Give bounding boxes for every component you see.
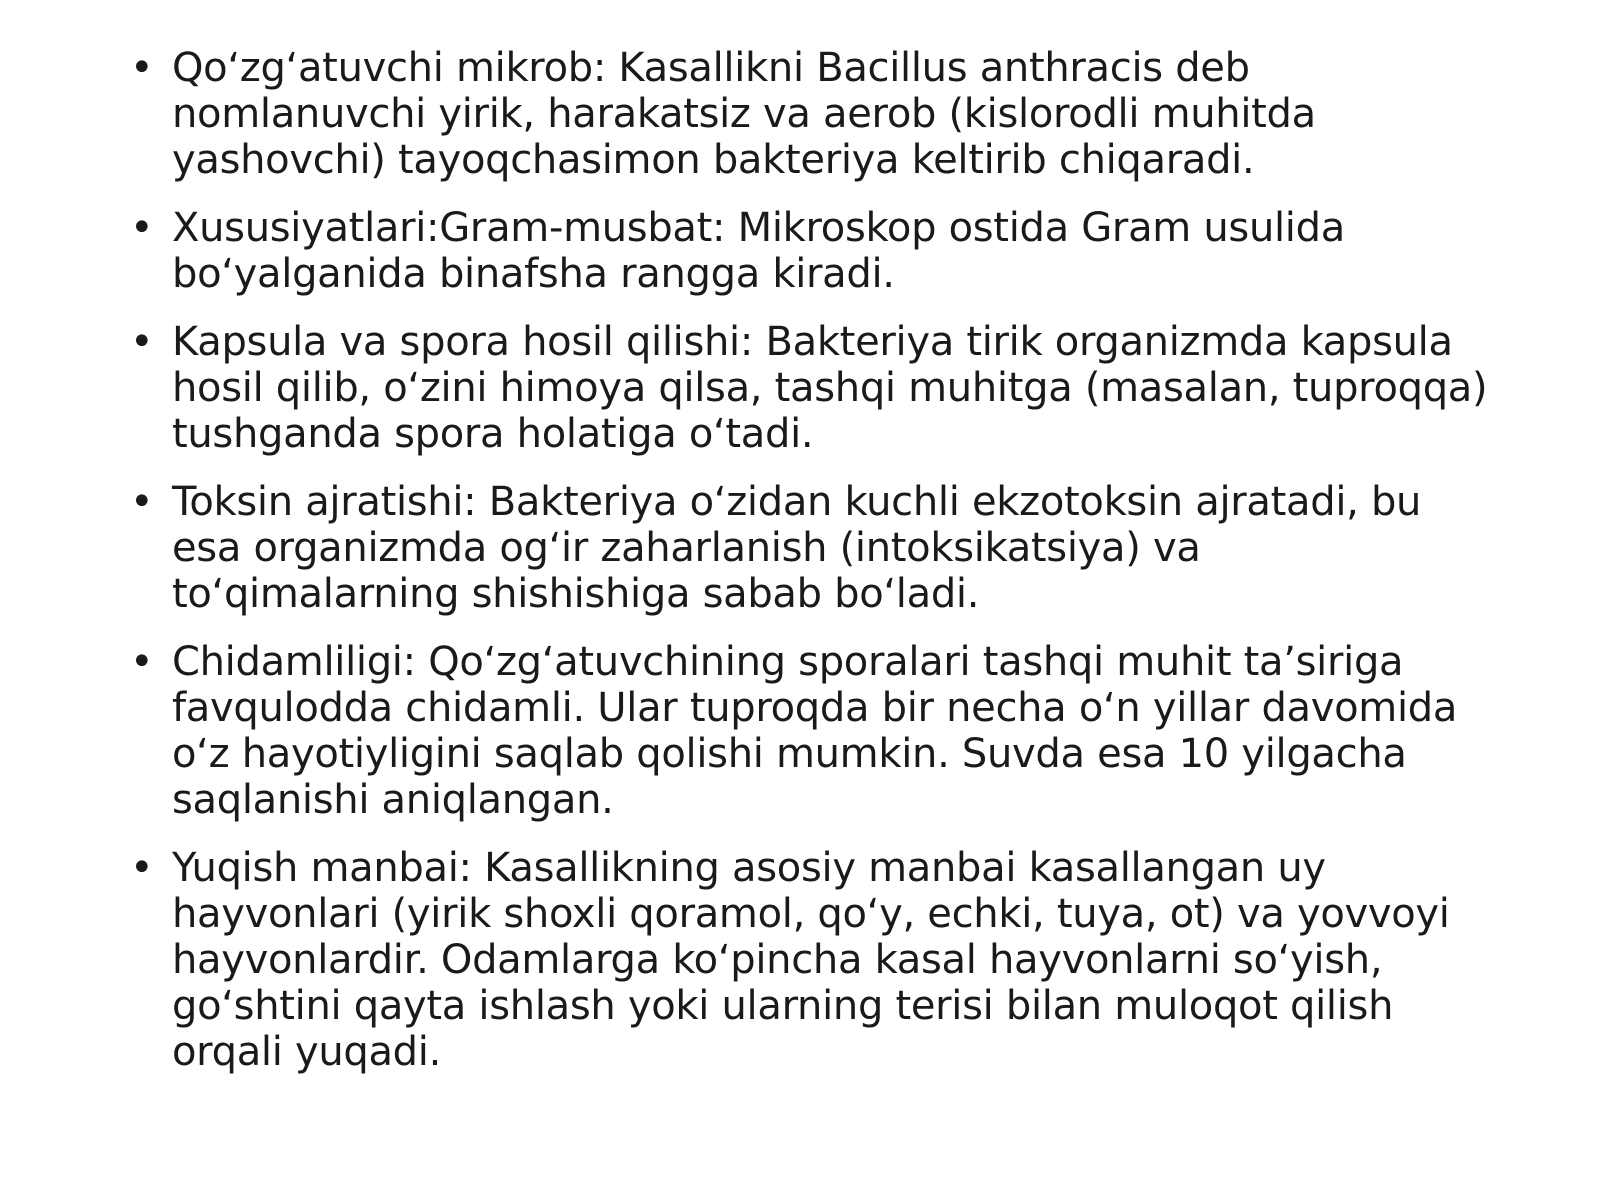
bullet-dot-icon: • [130, 205, 154, 251]
bullet-text: Xususiyatlari:Gram-musbat: Mikroskop ostida Gram usulida boʻyalganida binafsha rangga kiradi. [172, 205, 1345, 297]
bullet-dot-icon: • [130, 845, 154, 891]
bullet-dot-icon: • [130, 45, 154, 91]
bullet-text: Kapsula va spora hosil qilishi: Bakteriya tirik organizmda kapsula hosil qilib, oʻzini himoya qilsa, tashqi muhitga (masalan, tuproqqa) tushganda spora holatiga oʻtadi. [172, 319, 1488, 457]
bullet-item-resistance [130, 639, 1490, 823]
bullet-item-toxin [130, 479, 1490, 617]
bullet-item-infection-source [130, 845, 1490, 1075]
bullet-text: Chidamliligi: Qoʻzgʻatuvchining sporalari tashqi muhit taʼsiriga favqulodda chidamli. Ular tuproqda bir necha oʻn yillar davomida oʻz hayotiyligini saqlab qolishi mumkin. Suvda esa 10 yilgacha saqlanishi aniqlangan. [172, 639, 1458, 823]
bullet-text: Yuqish manbai: Kasallikning asosiy manbai kasallangan uy hayvonlari (yirik shoxli qoramol, qoʻy, echki, tuya, ot) va yovvoyi hayvonlardir. Odamlarga koʻpincha kasal hayvonlarni soʻyish, goʻshtini qayta ishlash yoki ularning terisi bilan muloqot qilish orqali yuqadi. [172, 845, 1450, 1075]
bullet-list [130, 45, 1490, 1075]
bullet-dot-icon: • [130, 479, 154, 525]
bullet-item-capsule-spore [130, 319, 1490, 457]
bullet-dot-icon: • [130, 319, 154, 365]
bullet-item-properties [130, 205, 1490, 297]
bullet-dot-icon: • [130, 639, 154, 685]
bullet-text: Toksin ajratishi: Bakteriya oʻzidan kuchli ekzotoksin ajratadi, bu esa organizmda ogʻir zaharlanish (intoksikatsiya) va toʻqimalarning shishishiga sabab boʻladi. [172, 479, 1422, 617]
bullet-item-causative-agent [130, 45, 1490, 183]
bullet-text: Qoʻzgʻatuvchi mikrob: Kasallikni Bacillus anthracis deb nomlanuvchi yirik, harakatsiz va aerob (kislorodli muhitda yashovchi) tayoqchasimon bakteriya keltirib chiqaradi. [172, 45, 1316, 183]
